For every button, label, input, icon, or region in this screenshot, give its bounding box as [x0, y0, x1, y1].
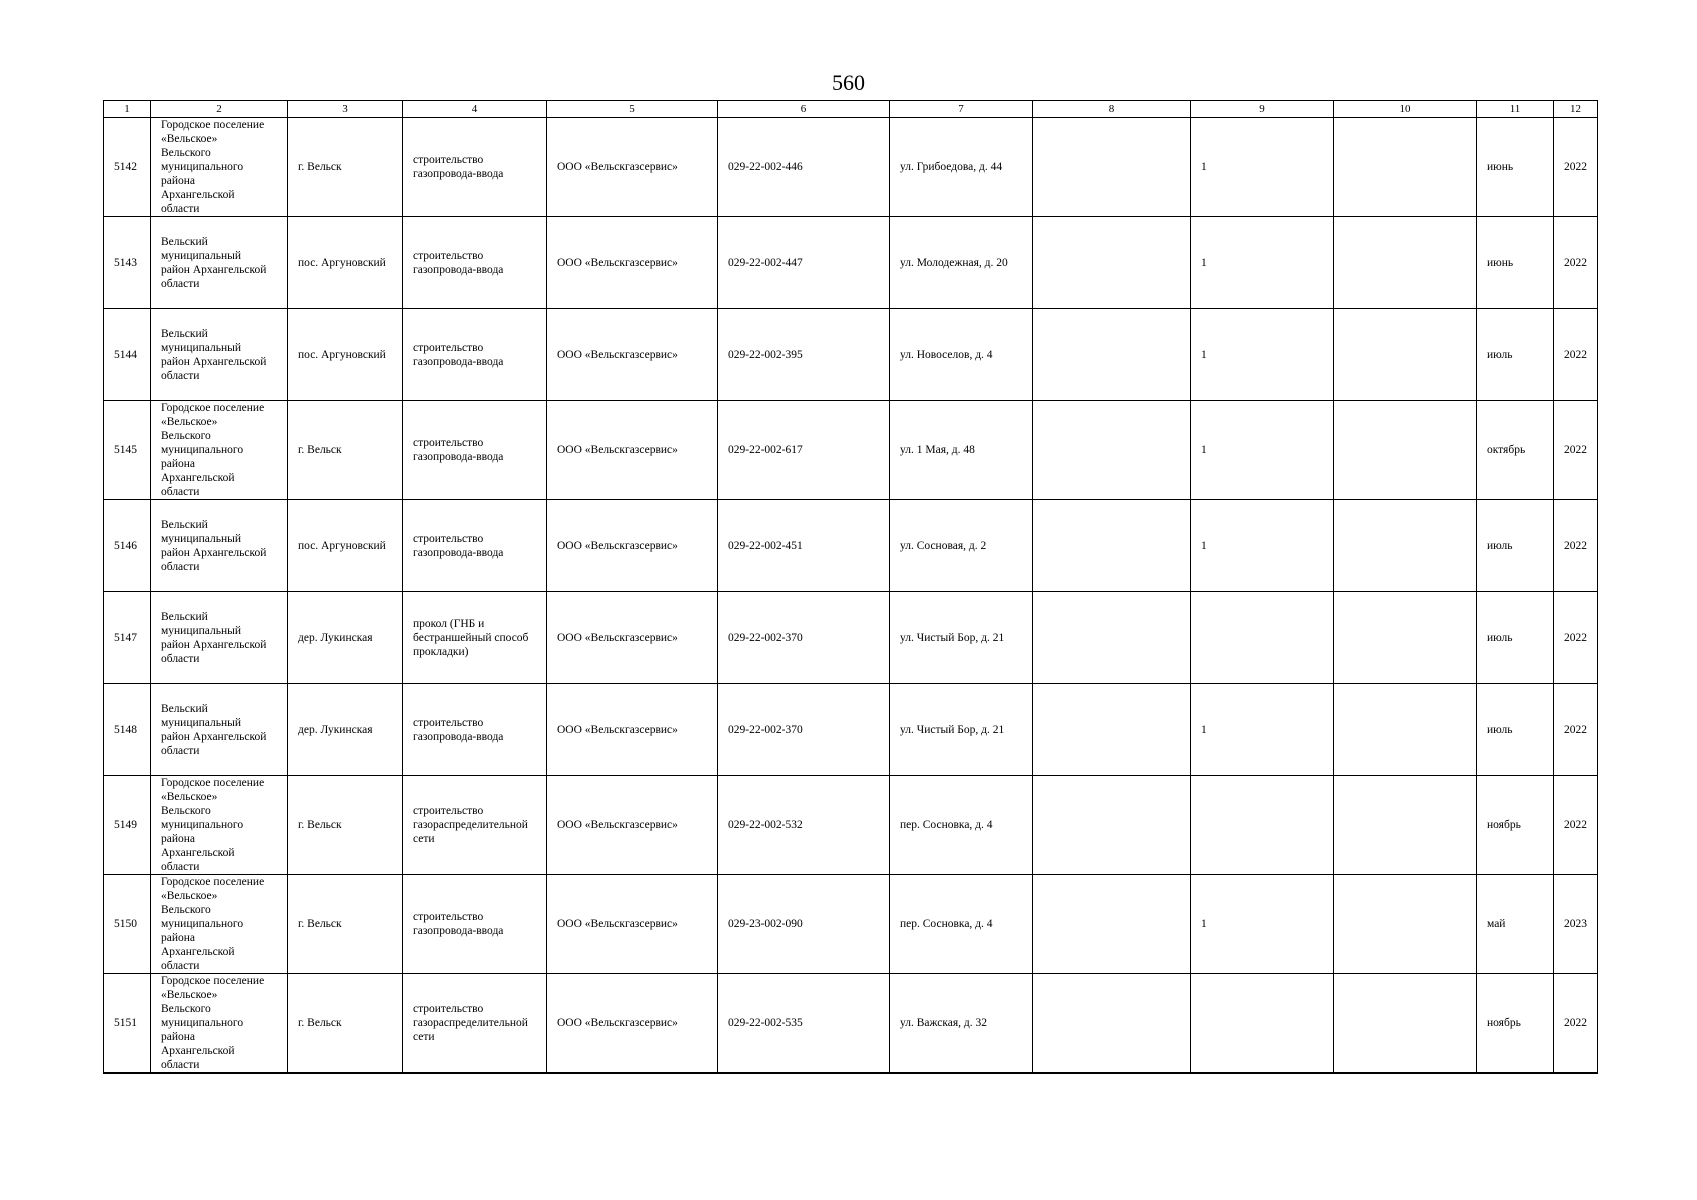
- row-number: 5150: [104, 875, 151, 974]
- table-row: [104, 309, 1598, 401]
- row-number: 5146: [104, 500, 151, 592]
- month-cell: июнь: [1477, 118, 1554, 217]
- quantity-cell: [1191, 592, 1334, 684]
- month-cell: июль: [1477, 592, 1554, 684]
- locality-cell: г. Вельск: [288, 776, 403, 875]
- column-header: 6: [718, 101, 890, 118]
- year-cell: 2022: [1554, 309, 1598, 401]
- quantity-cell: [1191, 776, 1334, 875]
- municipality-cell: Городское поселение «Вельское» Вельского муниципального района Архангельской области: [151, 401, 288, 500]
- address-cell: пер. Сосновка, д. 4: [890, 776, 1033, 875]
- register-table: [103, 100, 1598, 1074]
- column-8-cell: [1033, 217, 1191, 309]
- column-number-row: [104, 101, 1598, 118]
- column-header: 12: [1554, 101, 1598, 118]
- row-number: 5144: [104, 309, 151, 401]
- municipality-cell: Городское поселение «Вельское» Вельского муниципального района Архангельской области: [151, 875, 288, 974]
- year-cell: 2022: [1554, 401, 1598, 500]
- row-number: 5147: [104, 592, 151, 684]
- column-header: 8: [1033, 101, 1191, 118]
- quantity-cell: 1: [1191, 217, 1334, 309]
- organization-cell: ООО «Вельскгазсервис»: [547, 309, 718, 401]
- address-cell: ул. Сосновая, д. 2: [890, 500, 1033, 592]
- column-10-cell: [1334, 974, 1477, 1074]
- year-cell: 2022: [1554, 776, 1598, 875]
- code-cell: 029-22-002-451: [718, 500, 890, 592]
- code-cell: 029-22-002-395: [718, 309, 890, 401]
- organization-cell: ООО «Вельскгазсервис»: [547, 118, 718, 217]
- table-row: [104, 500, 1598, 592]
- code-cell: 029-23-002-090: [718, 875, 890, 974]
- municipality-cell: Вельский муниципальный район Архангельской области: [151, 500, 288, 592]
- work-type-cell: строительство газопровода-ввода: [403, 684, 547, 776]
- locality-cell: г. Вельск: [288, 401, 403, 500]
- column-header: 3: [288, 101, 403, 118]
- work-type-cell: строительство газопровода-ввода: [403, 118, 547, 217]
- table-row: [104, 776, 1598, 875]
- address-cell: ул. Важская, д. 32: [890, 974, 1033, 1074]
- column-10-cell: [1334, 875, 1477, 974]
- row-number: 5145: [104, 401, 151, 500]
- quantity-cell: 1: [1191, 500, 1334, 592]
- table-row: [104, 401, 1598, 500]
- work-type-cell: строительство газопровода-ввода: [403, 309, 547, 401]
- column-header: 7: [890, 101, 1033, 118]
- month-cell: октябрь: [1477, 401, 1554, 500]
- year-cell: 2022: [1554, 500, 1598, 592]
- work-type-cell: строительство газораспределительной сети: [403, 974, 547, 1074]
- table-row: [104, 217, 1598, 309]
- table-row: [104, 118, 1598, 217]
- year-cell: 2022: [1554, 684, 1598, 776]
- organization-cell: ООО «Вельскгазсервис»: [547, 500, 718, 592]
- year-cell: 2022: [1554, 974, 1598, 1074]
- quantity-cell: 1: [1191, 401, 1334, 500]
- column-10-cell: [1334, 500, 1477, 592]
- quantity-cell: 1: [1191, 684, 1334, 776]
- organization-cell: ООО «Вельскгазсервис»: [547, 401, 718, 500]
- year-cell: 2022: [1554, 592, 1598, 684]
- municipality-cell: Вельский муниципальный район Архангельской области: [151, 309, 288, 401]
- page-number: 560: [832, 70, 865, 95]
- organization-cell: ООО «Вельскгазсервис»: [547, 875, 718, 974]
- month-cell: июль: [1477, 309, 1554, 401]
- organization-cell: ООО «Вельскгазсервис»: [547, 684, 718, 776]
- address-cell: ул. 1 Мая, д. 48: [890, 401, 1033, 500]
- work-type-cell: строительство газораспределительной сети: [403, 776, 547, 875]
- quantity-cell: 1: [1191, 118, 1334, 217]
- work-type-cell: строительство газопровода-ввода: [403, 217, 547, 309]
- organization-cell: ООО «Вельскгазсервис»: [547, 974, 718, 1074]
- column-header: 1: [104, 101, 151, 118]
- locality-cell: г. Вельск: [288, 118, 403, 217]
- column-8-cell: [1033, 401, 1191, 500]
- code-cell: 029-22-002-370: [718, 684, 890, 776]
- code-cell: 029-22-002-535: [718, 974, 890, 1074]
- code-cell: 029-22-002-447: [718, 217, 890, 309]
- municipality-cell: Вельский муниципальный район Архангельской области: [151, 592, 288, 684]
- municipality-cell: Вельский муниципальный район Архангельской области: [151, 684, 288, 776]
- organization-cell: ООО «Вельскгазсервис»: [547, 217, 718, 309]
- table-row: [104, 875, 1598, 974]
- work-type-cell: прокол (ГНБ и бестраншейный способ прокладки): [403, 592, 547, 684]
- month-cell: июль: [1477, 684, 1554, 776]
- column-10-cell: [1334, 401, 1477, 500]
- address-cell: ул. Новоселов, д. 4: [890, 309, 1033, 401]
- locality-cell: пос. Аргуновский: [288, 217, 403, 309]
- column-8-cell: [1033, 684, 1191, 776]
- column-8-cell: [1033, 500, 1191, 592]
- locality-cell: пос. Аргуновский: [288, 309, 403, 401]
- column-header: 10: [1334, 101, 1477, 118]
- year-cell: 2022: [1554, 217, 1598, 309]
- column-10-cell: [1334, 684, 1477, 776]
- column-10-cell: [1334, 309, 1477, 401]
- column-header: 5: [547, 101, 718, 118]
- code-cell: 029-22-002-617: [718, 401, 890, 500]
- code-cell: 029-22-002-370: [718, 592, 890, 684]
- column-8-cell: [1033, 776, 1191, 875]
- locality-cell: г. Вельск: [288, 875, 403, 974]
- table-row: [104, 684, 1598, 776]
- quantity-cell: 1: [1191, 875, 1334, 974]
- work-type-cell: строительство газопровода-ввода: [403, 875, 547, 974]
- year-cell: 2023: [1554, 875, 1598, 974]
- work-type-cell: строительство газопровода-ввода: [403, 500, 547, 592]
- month-cell: июнь: [1477, 217, 1554, 309]
- municipality-cell: Вельский муниципальный район Архангельской области: [151, 217, 288, 309]
- address-cell: ул. Грибоедова, д. 44: [890, 118, 1033, 217]
- address-cell: ул. Чистый Бор, д. 21: [890, 592, 1033, 684]
- table-row: [104, 974, 1598, 1074]
- row-number: 5149: [104, 776, 151, 875]
- locality-cell: дер. Лукинская: [288, 592, 403, 684]
- column-8-cell: [1033, 974, 1191, 1074]
- municipality-cell: Городское поселение «Вельское» Вельского муниципального района Архангельской области: [151, 118, 288, 217]
- address-cell: ул. Молодежная, д. 20: [890, 217, 1033, 309]
- column-header: 11: [1477, 101, 1554, 118]
- organization-cell: ООО «Вельскгазсервис»: [547, 776, 718, 875]
- column-8-cell: [1033, 592, 1191, 684]
- locality-cell: пос. Аргуновский: [288, 500, 403, 592]
- address-cell: ул. Чистый Бор, д. 21: [890, 684, 1033, 776]
- table-row: [104, 592, 1598, 684]
- municipality-cell: Городское поселение «Вельское» Вельского муниципального района Архангельской области: [151, 776, 288, 875]
- column-10-cell: [1334, 776, 1477, 875]
- quantity-cell: [1191, 974, 1334, 1074]
- column-header: 2: [151, 101, 288, 118]
- row-number: 5143: [104, 217, 151, 309]
- column-8-cell: [1033, 118, 1191, 217]
- month-cell: май: [1477, 875, 1554, 974]
- column-10-cell: [1334, 592, 1477, 684]
- year-cell: 2022: [1554, 118, 1598, 217]
- row-number: 5148: [104, 684, 151, 776]
- month-cell: июль: [1477, 500, 1554, 592]
- row-number: 5151: [104, 974, 151, 1074]
- column-8-cell: [1033, 309, 1191, 401]
- organization-cell: ООО «Вельскгазсервис»: [547, 592, 718, 684]
- column-header: 9: [1191, 101, 1334, 118]
- column-header: 4: [403, 101, 547, 118]
- code-cell: 029-22-002-446: [718, 118, 890, 217]
- locality-cell: дер. Лукинская: [288, 684, 403, 776]
- code-cell: 029-22-002-532: [718, 776, 890, 875]
- locality-cell: г. Вельск: [288, 974, 403, 1074]
- month-cell: ноябрь: [1477, 776, 1554, 875]
- column-10-cell: [1334, 217, 1477, 309]
- municipality-cell: Городское поселение «Вельское» Вельского муниципального района Архангельской области: [151, 974, 288, 1074]
- column-8-cell: [1033, 875, 1191, 974]
- quantity-cell: 1: [1191, 309, 1334, 401]
- address-cell: пер. Сосновка, д. 4: [890, 875, 1033, 974]
- column-10-cell: [1334, 118, 1477, 217]
- work-type-cell: строительство газопровода-ввода: [403, 401, 547, 500]
- row-number: 5142: [104, 118, 151, 217]
- month-cell: ноябрь: [1477, 974, 1554, 1074]
